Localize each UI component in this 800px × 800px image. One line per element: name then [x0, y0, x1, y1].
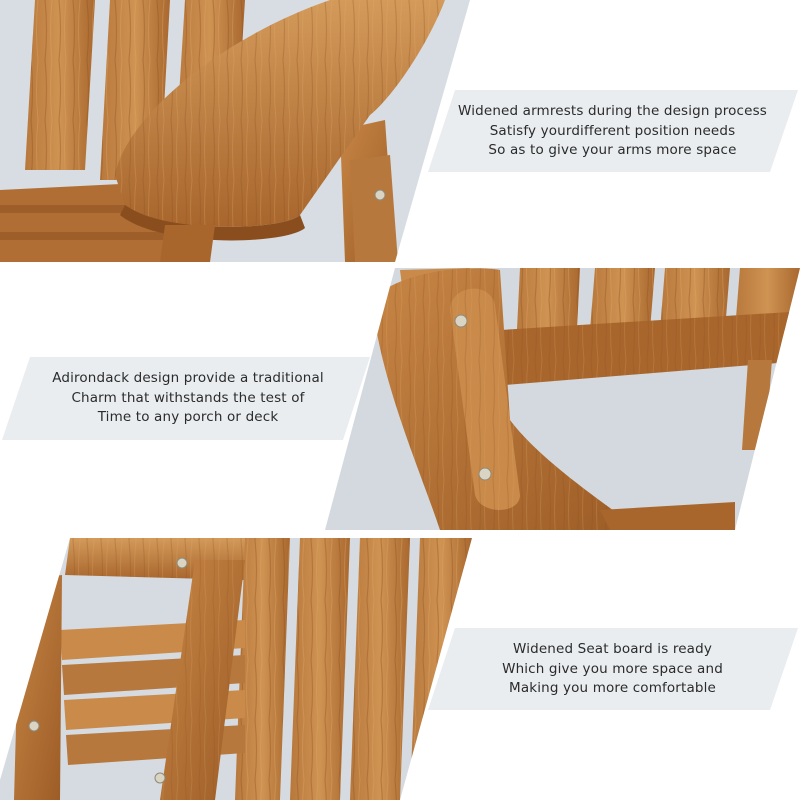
- seat-caption-line-1: Widened Seat board is ready: [513, 641, 712, 657]
- seat-photo: [0, 538, 472, 800]
- adirondack-photo: [325, 268, 800, 530]
- adirondack-caption: [18, 369, 358, 428]
- armrest-caption-line-2: Satisfy yourdifferent position needs: [489, 122, 736, 139]
- seat-caption: [440, 640, 785, 699]
- armrest-caption-line-1: Widened armrests during the design process: [458, 103, 767, 119]
- adirondack-caption-line-1: Adirondack design provide a traditional: [52, 370, 324, 386]
- adirondack-caption-line-2: Charm that withstands the test of: [71, 389, 305, 406]
- seat-caption-line-3: Making you more comfortable: [509, 680, 716, 696]
- seat-caption-line-2: Which give you more space and: [502, 660, 723, 677]
- armrest-photo: [0, 0, 470, 262]
- armrest-caption: [440, 102, 785, 161]
- armrest-caption-line-3: So as to give your arms more space: [488, 142, 737, 158]
- adirondack-caption-line-3: Time to any porch or deck: [97, 409, 279, 425]
